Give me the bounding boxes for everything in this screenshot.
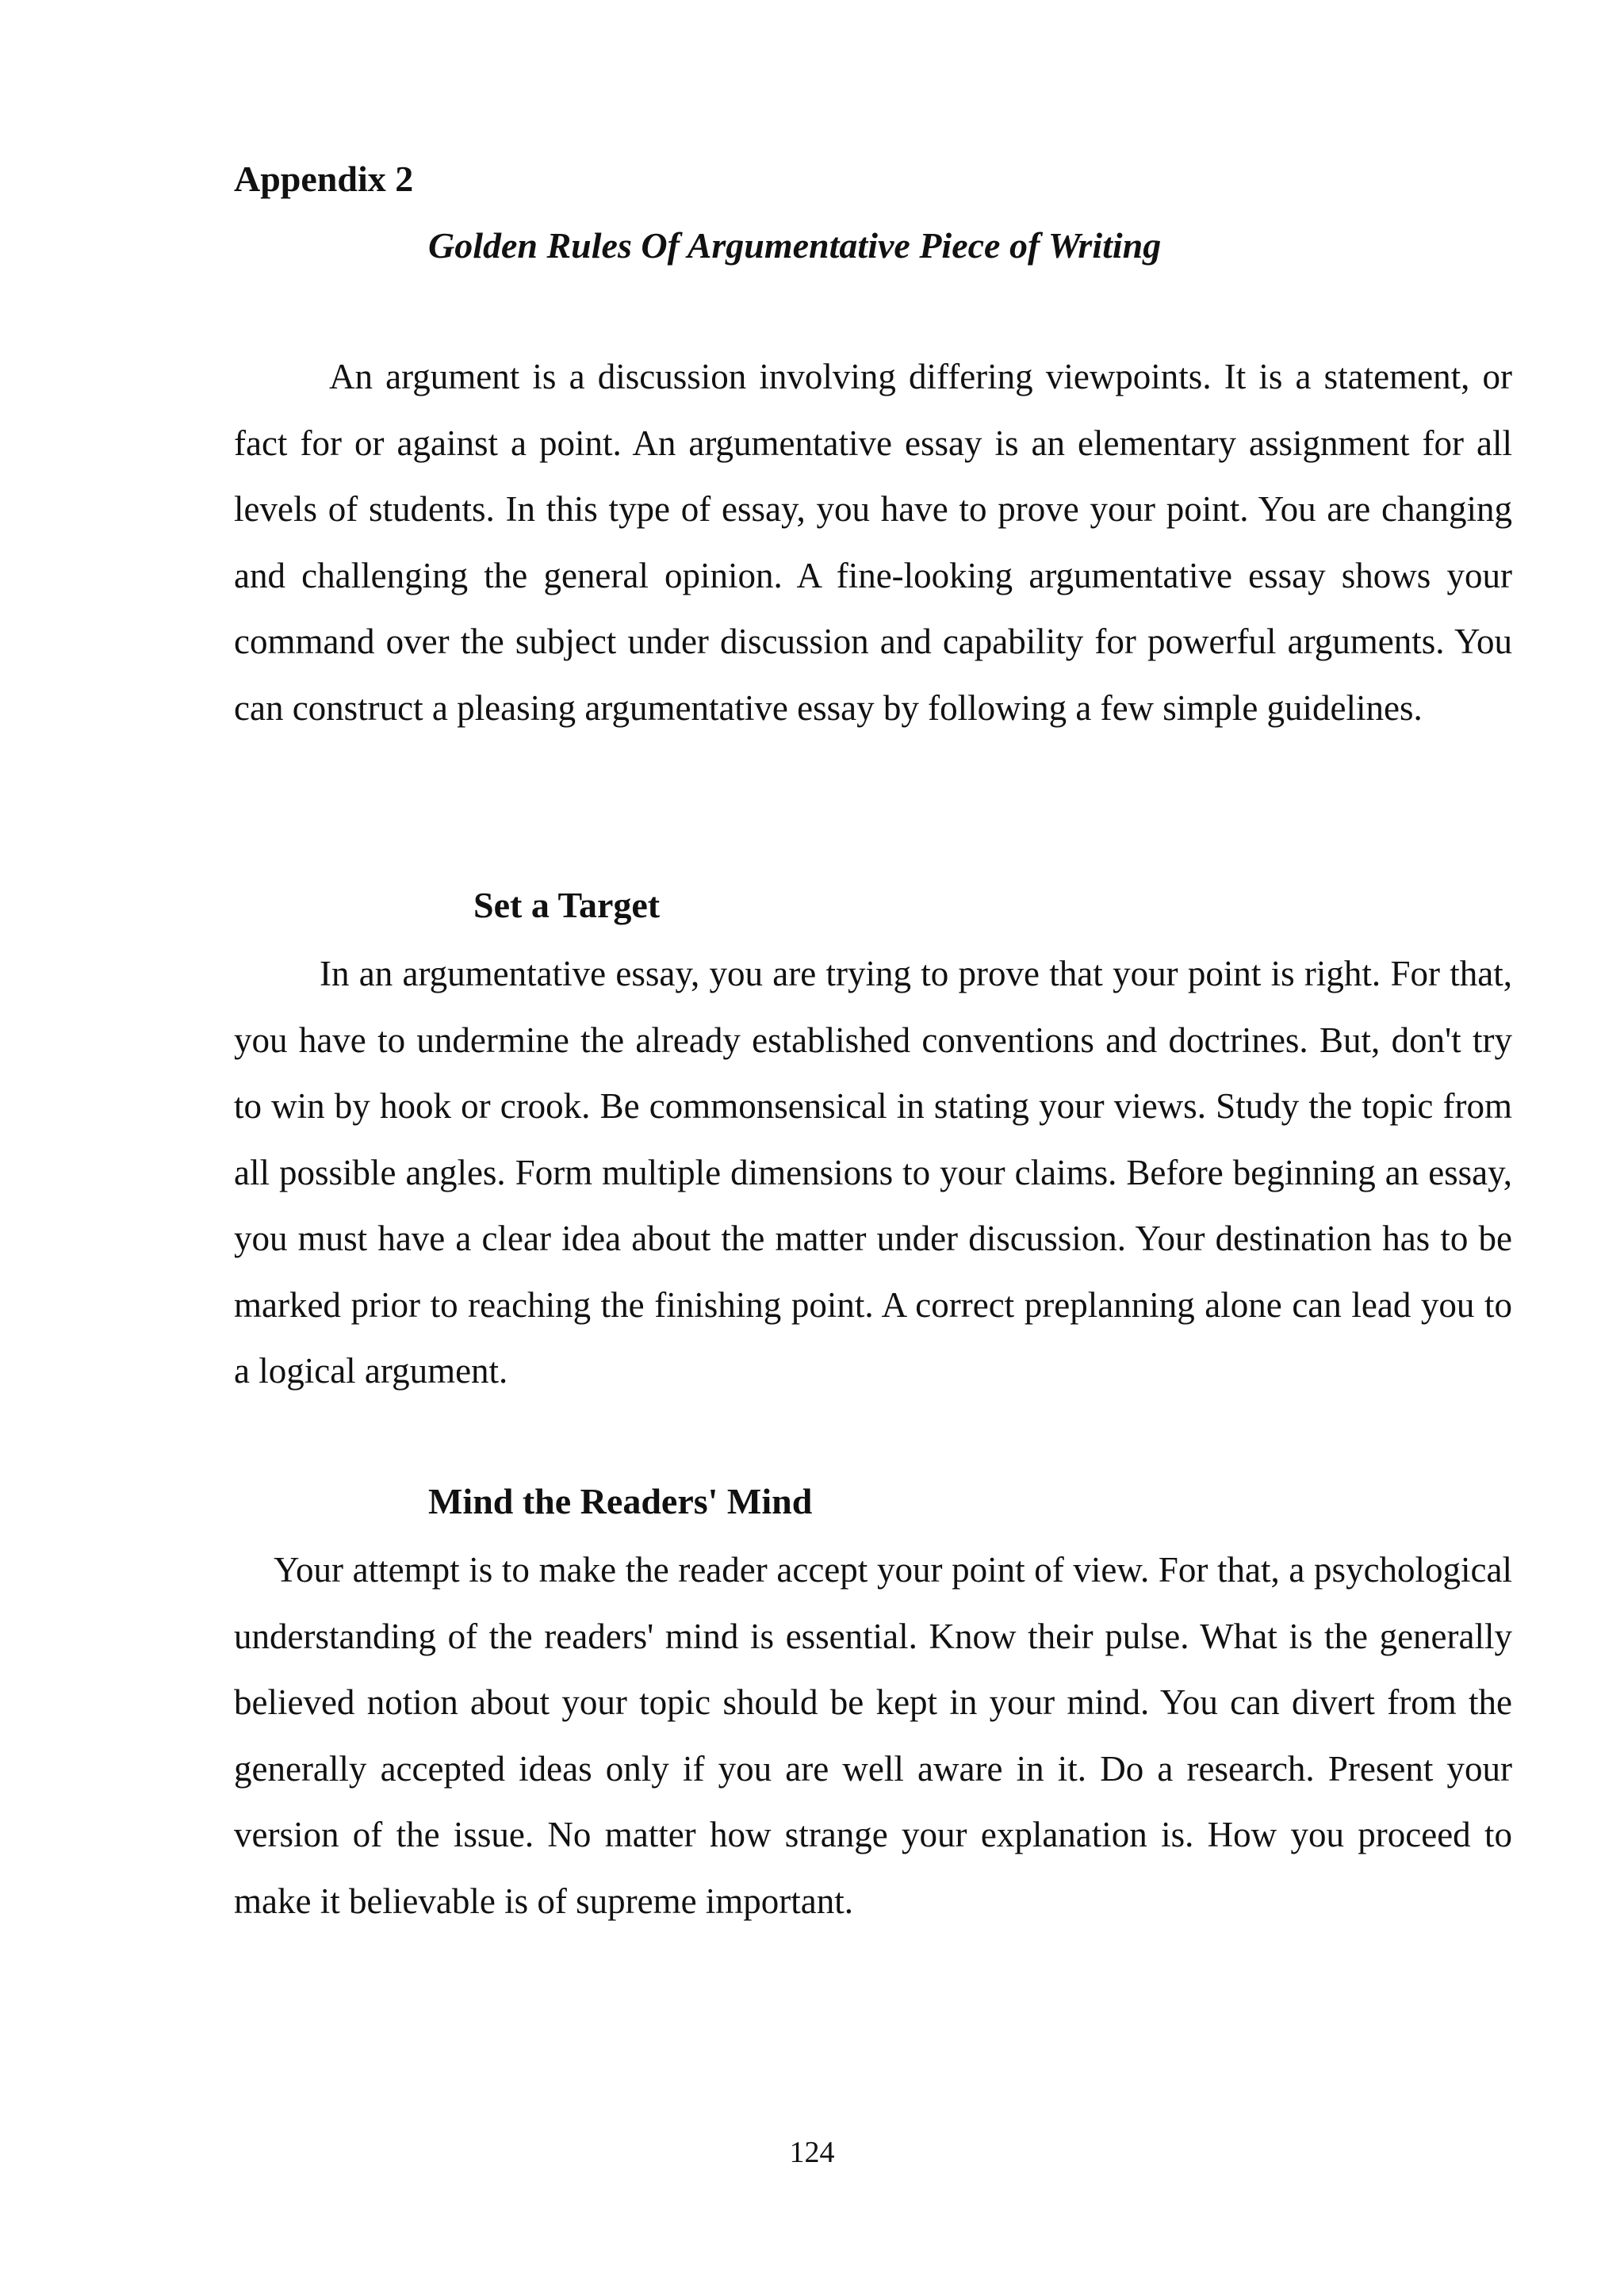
section-heading-set-a-target: Set a Target [473,885,661,925]
page-number: 124 [789,2136,835,2169]
intro-paragraph: An argument is a discussion involving differing viewpoints. It is a statement, or fact for or against a point. An argumentative essay is an elementary assignment for all levels of students. In this type of essay, you have to prove your point. You are changing and challenging the general opinion. A fine-looking argumentative essay shows your command over the subject under discussion and capability for powerful arguments. You can construct a pleasing argumentative essay by following a few simple guidelines. [234,357,1512,728]
appendix-label: Appendix 2 [234,159,414,199]
section-body-set-a-target: In an argumentative essay, you are trying to prove that your point is right. For that, you have to undermine the already established conventions and doctrines. But, don't try to win by hook or crook. Be commonsensical in stating your views. Study the topic from all possible angles. Form multiple dimensions to your claims. Before beginning an essay, you must have a clear idea about the matter under discussion. Your destination has to be marked prior to reaching the finishing point. A correct preplanning alone can lead you to a logical argument. [234,954,1512,1391]
document-title: Golden Rules Of Argumentative Piece of Writing [428,225,1162,266]
section-body-mind-the-readers-mind: Your attempt is to make the reader accept your point of view. For that, a psychological understanding of the readers' mind is essential. Know their pulse. What is the generally believed notion about your topic should be kept in your mind. You can divert from the generally accepted ideas only if you are well aware in it. Do a research. Present your version of the issue. No matter how strange your explanation is. How you proceed to make it believable is of supreme important. [234,1550,1512,1921]
section-heading-mind-the-readers-mind: Mind the Readers' Mind [428,1481,813,1521]
